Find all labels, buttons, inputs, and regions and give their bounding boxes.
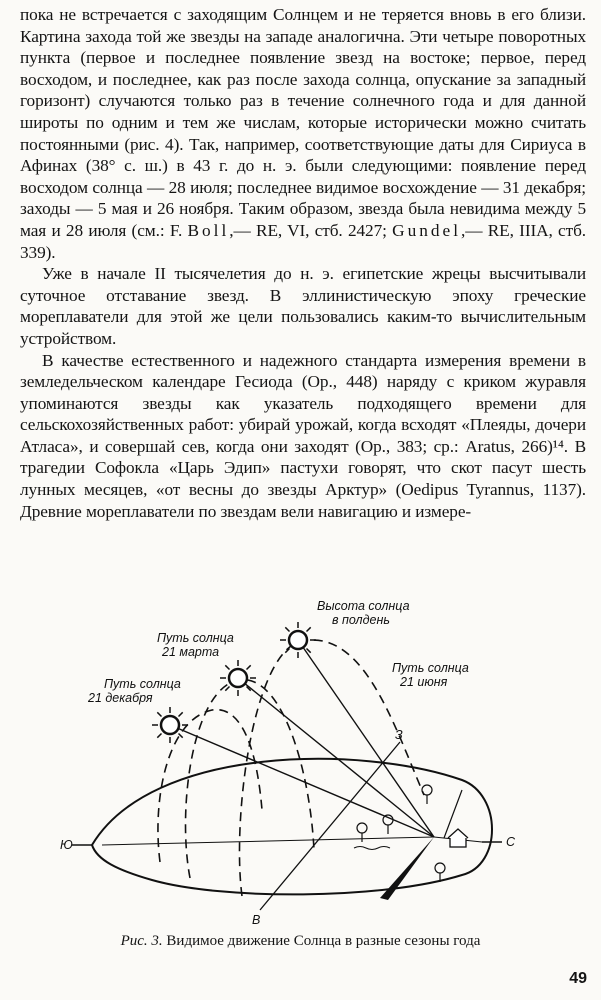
house-icon [448,829,468,847]
label-june-line2: 21 июня [400,675,448,689]
paragraph-1-part-2: ,— RE, VI, стб. 2427; [229,220,393,240]
figure-svg [62,580,542,930]
label-june-line1: Путь солнца [392,661,469,675]
meridian-line [102,837,434,845]
label-north: С [506,835,516,849]
paragraph-2: Уже в начале II тысячелетия до н. э. египетские жрецы высчитывали суточное отставание звезд. В эллинистическую эпоху греческие мореплаватели для этой же цели пользовались каким-то вычислительным устройством. [20,264,586,348]
author-gundel: Gundel [392,220,462,240]
horizon-ellipse [92,759,492,895]
label-noon-height-line1: Высота солнца [317,599,410,613]
west-east-line [260,742,400,910]
figure-caption [0,933,601,950]
sun-path-march [186,680,314,878]
label-december-line2: 21 декабря [88,691,153,705]
shadow-wedge [380,837,434,900]
author-boll: Boll [187,220,230,240]
body-text [20,4,586,522]
label-west: З [395,728,403,742]
ray-march [238,678,434,837]
paragraph-3: В качестве естественного и надежного стандарта измерения времени в земледельческом календаре Гесиода (Ор., 448) наряду с криком журавля упоминаются звезды как указатель подходящего времени для сельскохозяйственных работ: убирай урожай, когда всходят «Плеяды, дочери Атласа», и совершай сев, когда они заходят (Ор., 383; ср.: Aratus, 266)¹⁴. В трагедии Софокла «Царь Эдип» пастухи говорят, что скот пасут шесть лунных месяцев, «от весны до звезды Арктур» (Oedipus Tyrannus, 1137). Древние мореплаватели по звездам вели навигацию и измере- [20,350,586,521]
ground-scribble [354,847,390,850]
sun-path-june [239,640,424,896]
label-east: В [252,913,261,927]
label-march-line1: Путь солнца [157,631,234,645]
sun-december [152,707,188,743]
label-december-line1: Путь солнца [104,677,181,691]
paragraph-1 [20,4,586,263]
label-noon-height-line2: в полдень [332,613,390,627]
sun-march [220,660,256,696]
label-south: Ю [60,838,73,852]
paragraph-1-part-1: пока не встречается с заходящим Солнцем и не теряется вновь в его близи. Картина захода той же звезды на западе аналогична. Эти четыре поворотных пункта (первое и последнее появление звезд на востоке; первое, перед восходом, и последнее, как раз после захода солнца, опускание за западный горизонт) случаются только раз в течение солнечного года и для данной широты по одним и тем же числам, которые исторически можно считать постоянными (рис. 4). Так, например, соответствующие даты для Сириуса в Афинах (38° с. ш.) в 43 г. до н. э. были следующими: появление перед восходом солнца — 28 июля; последнее видимое восхождение — 31 декабря; заходы — 5 мая и 26 ноября. Таким образом, звезда была невидима между 5 мая и 28 июля (см.: F. [20,5,586,240]
paragraph-1-part-3: ,— RE, IIIA, стб. 339). [20,220,586,262]
label-march-line2: 21 марта [162,645,220,659]
figure-sun-paths [62,580,542,930]
caption-label: Рис. 3. [120,933,163,949]
caption-text: Видимое движение Солнца в разные сезоны года [162,933,481,949]
sun-june [280,622,316,658]
page-number: 49 [569,970,587,987]
